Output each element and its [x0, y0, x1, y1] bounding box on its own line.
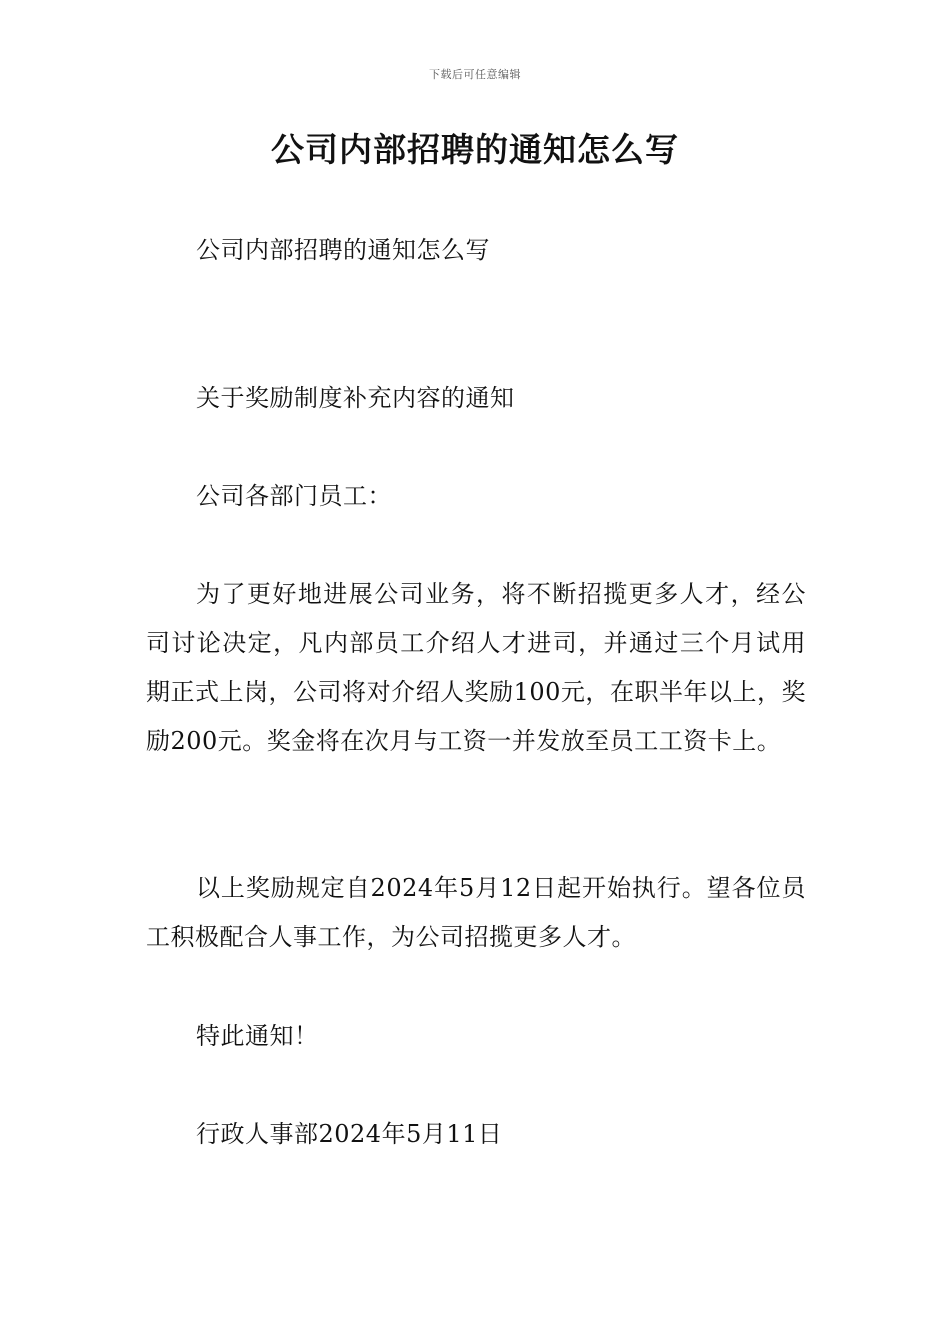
greeting-paragraph: 公司各部门员工：	[196, 482, 392, 510]
closing-paragraph: 特此通知！	[196, 1022, 319, 1050]
notice-heading: 关于奖励制度补充内容的通知	[196, 384, 515, 412]
document-title: 公司内部招聘的通知怎么写	[271, 130, 679, 169]
header-note: 下载后可任意编辑	[429, 68, 521, 81]
signature-line: 行政人事部2024年5月11日	[196, 1120, 503, 1148]
subtitle-paragraph: 公司内部招聘的通知怎么写	[196, 236, 490, 264]
main-paragraph: 为了更好地进展公司业务，将不断招揽更多人才，经公司讨论决定，凡内部员工介绍人才进司，并通过三个月试用期正式上岗，公司将对介绍人奖励100元，在职半年以上，奖励200元。奖金将在次月与工资一并发放至员工工资卡上。	[146, 580, 806, 755]
effective-date-paragraph: 以上奖励规定自2024年5月12日起开始执行。望各位员工积极配合人事工作，为公司招揽更多人才。	[146, 874, 806, 951]
